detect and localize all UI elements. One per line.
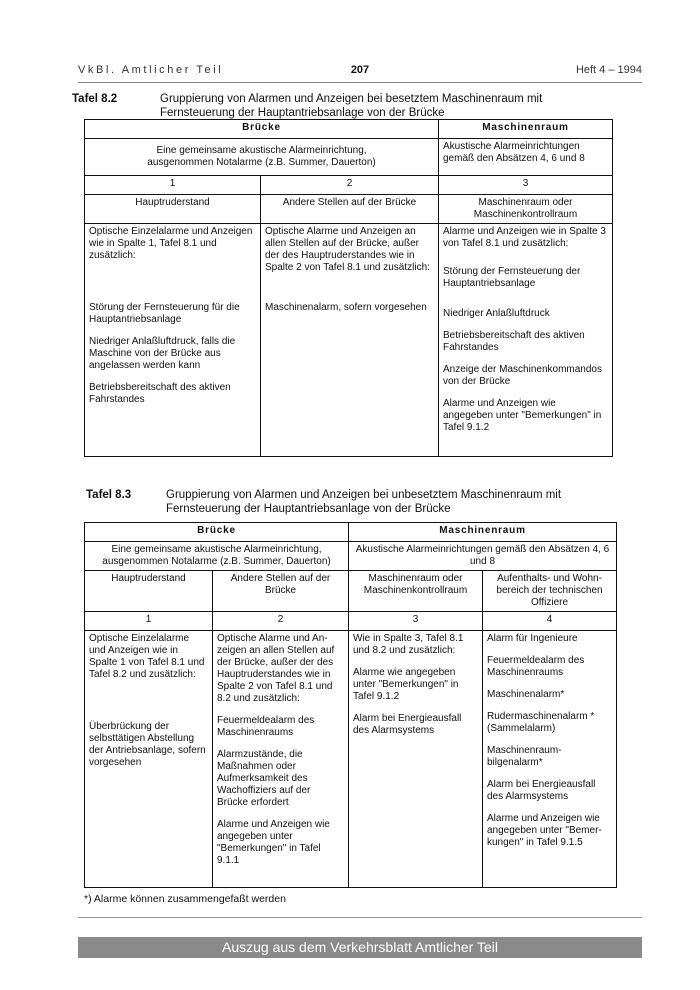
alarm-item: Betriebsbereitschaft des aktiven Fahrstandes <box>443 330 585 353</box>
alarm-item: Alarme und Anzeigen wie angegeben unter "Bemer-kungen" in Tafel 9.1.5 <box>487 813 602 848</box>
alarm-item: Anzeige der Maschinenkommandos von der Brücke <box>443 364 602 387</box>
col-header: Hauptruderstand <box>85 571 213 612</box>
col-number: 2 <box>213 612 349 631</box>
group-maschinenraum: Maschinenraum <box>349 523 617 542</box>
table-8-3-col2-cell <box>213 631 349 888</box>
col-number: 1 <box>85 612 213 631</box>
cell-intro: Optische Einzelalarme und Anzeigen wie in Spalte 1, Tafel 8.1 und zusätzlich: <box>89 226 253 261</box>
table-8-2 <box>84 119 613 457</box>
table-8-3-title: Gruppierung von Alarmen und Anzeigen bei unbesetztem Maschinenraum mit Fernsteuerung der Hauptantriebsanlage von der Brücke <box>166 489 562 515</box>
alarm-item: Alarme und Anzeigen wie angegeben unter "Bemerkungen" in Tafel 9.1.1 <box>217 819 330 866</box>
group-maschinenraum: Maschinenraum <box>439 120 613 139</box>
group-desc-maschinenraum: Akustische Alarmeinrichtungen gemäß den Absätzen 4, 6 und 8 <box>439 139 613 176</box>
page-header <box>78 64 642 80</box>
group-desc-maschinenraum: Akustische Alarmeinrichtungen gemäß den Absätzen 4, 6 und 8 <box>349 542 617 571</box>
alarm-item: Niedriger Anlaßluftdruck, falls die Maschine von der Brücke aus angelassen werden kann <box>89 336 236 371</box>
table-8-2-caption <box>72 92 572 122</box>
alarm-item: Feuermeldealarm des Maschinenraums <box>217 715 315 738</box>
col-number: 4 <box>483 612 617 631</box>
footnote: *) Alarme können zusammengefaßt werden <box>84 893 286 905</box>
alarm-item: Alarme wie angegeben unter "Bemerkungen" in Tafel 9.1.2 <box>353 667 459 702</box>
col-number: 3 <box>349 612 483 631</box>
footer-banner: Auszug aus dem Verkehrsblatt Amtlicher Teil <box>78 937 642 958</box>
issue-label: Heft 4 – 1994 <box>575 64 642 76</box>
table-8-2-title: Gruppierung von Alarmen und Anzeigen bei besetztem Maschinenraum mit Fernsteuerung der Hauptantriebsanlage von der Brücke <box>160 93 543 119</box>
table-8-3-col3-cell <box>349 631 483 888</box>
col-header: Maschinenraum oder Maschinenkontrollraum <box>439 195 613 224</box>
table-8-3-number: Tafel 8.3 <box>86 489 132 501</box>
table-8-3-col4-cell <box>483 631 617 888</box>
alarm-item: Maschinenalarm* <box>487 689 565 700</box>
alarm-item: Alarme und Anzeigen wie angegeben unter "Bemerkungen" in Tafel 9.1.2 <box>443 398 602 433</box>
col-header: Andere Stellen auf der Brücke <box>213 571 349 612</box>
col-number: 2 <box>261 176 439 195</box>
journal-name: VkBl. Amtlicher Teil <box>78 64 224 76</box>
alarm-item: Alarm für Ingenieure <box>487 633 578 644</box>
alarm-item: Maschinenalarm, sofern vorgesehen <box>265 302 427 313</box>
table-8-3-col1-cell <box>85 631 213 888</box>
alarm-item: Niedriger Anlaßluftdruck <box>443 308 550 319</box>
col-number: 1 <box>85 176 261 195</box>
alarm-item: Betriebsbereitschaft des aktiven Fahrstandes <box>89 382 231 405</box>
table-8-2-col1-cell <box>85 224 261 457</box>
alarm-item: Störung der Fernsteuerung für die Hauptantriebsanlage <box>89 302 240 325</box>
cell-intro: Optische Alarme und An-zeigen an allen Stellen auf der Brücke, außer der des Hauptruderstandes wie in Spalte 2 von Tafel 8.1 und 8.2 und zusätzlich: <box>217 633 335 704</box>
alarm-item: Alarmzustände, die Maßnahmen oder Aufmerksamkeit des Wachoffiziers auf der Brücke erfordert <box>217 749 311 808</box>
table-8-2-col3-cell <box>439 224 613 457</box>
alarm-item: Rudermaschinenalarm * (Sammelalarm) <box>487 711 595 734</box>
group-desc-bruecke: Eine gemeinsame akustische Alarmeinrichtung, ausgenommen Notalarme (z.B. Summer, Dauerton) <box>85 139 439 176</box>
col-header: Hauptruderstand <box>85 195 261 224</box>
table-8-3-caption <box>86 488 586 518</box>
group-bruecke: Brücke <box>85 523 349 542</box>
col-header: Andere Stellen auf der Brücke <box>261 195 439 224</box>
alarm-item: Alarm bei Energieausfall des Alarmsystems <box>487 779 596 802</box>
cell-intro: Alarme und Anzeigen wie in Spalte 3 von Tafel 8.1 und zusätzlich: <box>443 226 606 249</box>
table-8-2-number: Tafel 8.2 <box>72 93 118 105</box>
col-header: Maschinenraum oder Maschinenkontrollraum <box>349 571 483 612</box>
group-desc-bruecke: Eine gemeinsame akustische Alarmeinrichtung, ausgenommen Notalarme (z.B. Summer, Dauerton) <box>85 542 349 571</box>
cell-intro: Optische Alarme und Anzeigen an allen Stellen auf der Brücke, außer der des Hauptruderstandes wie in Spalte 2 von Tafel 8.1 und zusätzlich: <box>265 226 430 273</box>
col-header: Aufenthalts- und Wohn-bereich der technischen Offiziere <box>483 571 617 612</box>
alarm-item: Alarm bei Energieausfall des Alarmsystems <box>353 713 462 736</box>
cell-intro: Wie in Spalte 3, Tafel 8.1 und 8.2 und zusätzlich: <box>353 633 464 656</box>
header-divider <box>78 82 642 83</box>
table-8-2-col2-cell <box>261 224 439 457</box>
alarm-item: Überbrückung der selbsttätigen Abstellung der Antriebsanlage, sofern vorgesehen <box>89 721 206 768</box>
page-number: 207 <box>350 64 370 76</box>
table-8-3 <box>84 522 617 888</box>
group-bruecke: Brücke <box>85 120 439 139</box>
alarm-item: Maschinenraum-bilgenalarm* <box>487 745 562 768</box>
alarm-item: Störung der Fernsteuerung der Hauptantriebsanlage <box>443 266 581 289</box>
footer-divider <box>78 917 642 918</box>
alarm-item: Feuermeldealarm des Maschinenraums <box>487 655 585 678</box>
cell-intro: Optische Einzelalarme und Anzeigen wie in Spalte 1 von Tafel 8.1 und Tafel 8.2 und zusätzlich: <box>89 633 205 680</box>
col-number: 3 <box>439 176 613 195</box>
